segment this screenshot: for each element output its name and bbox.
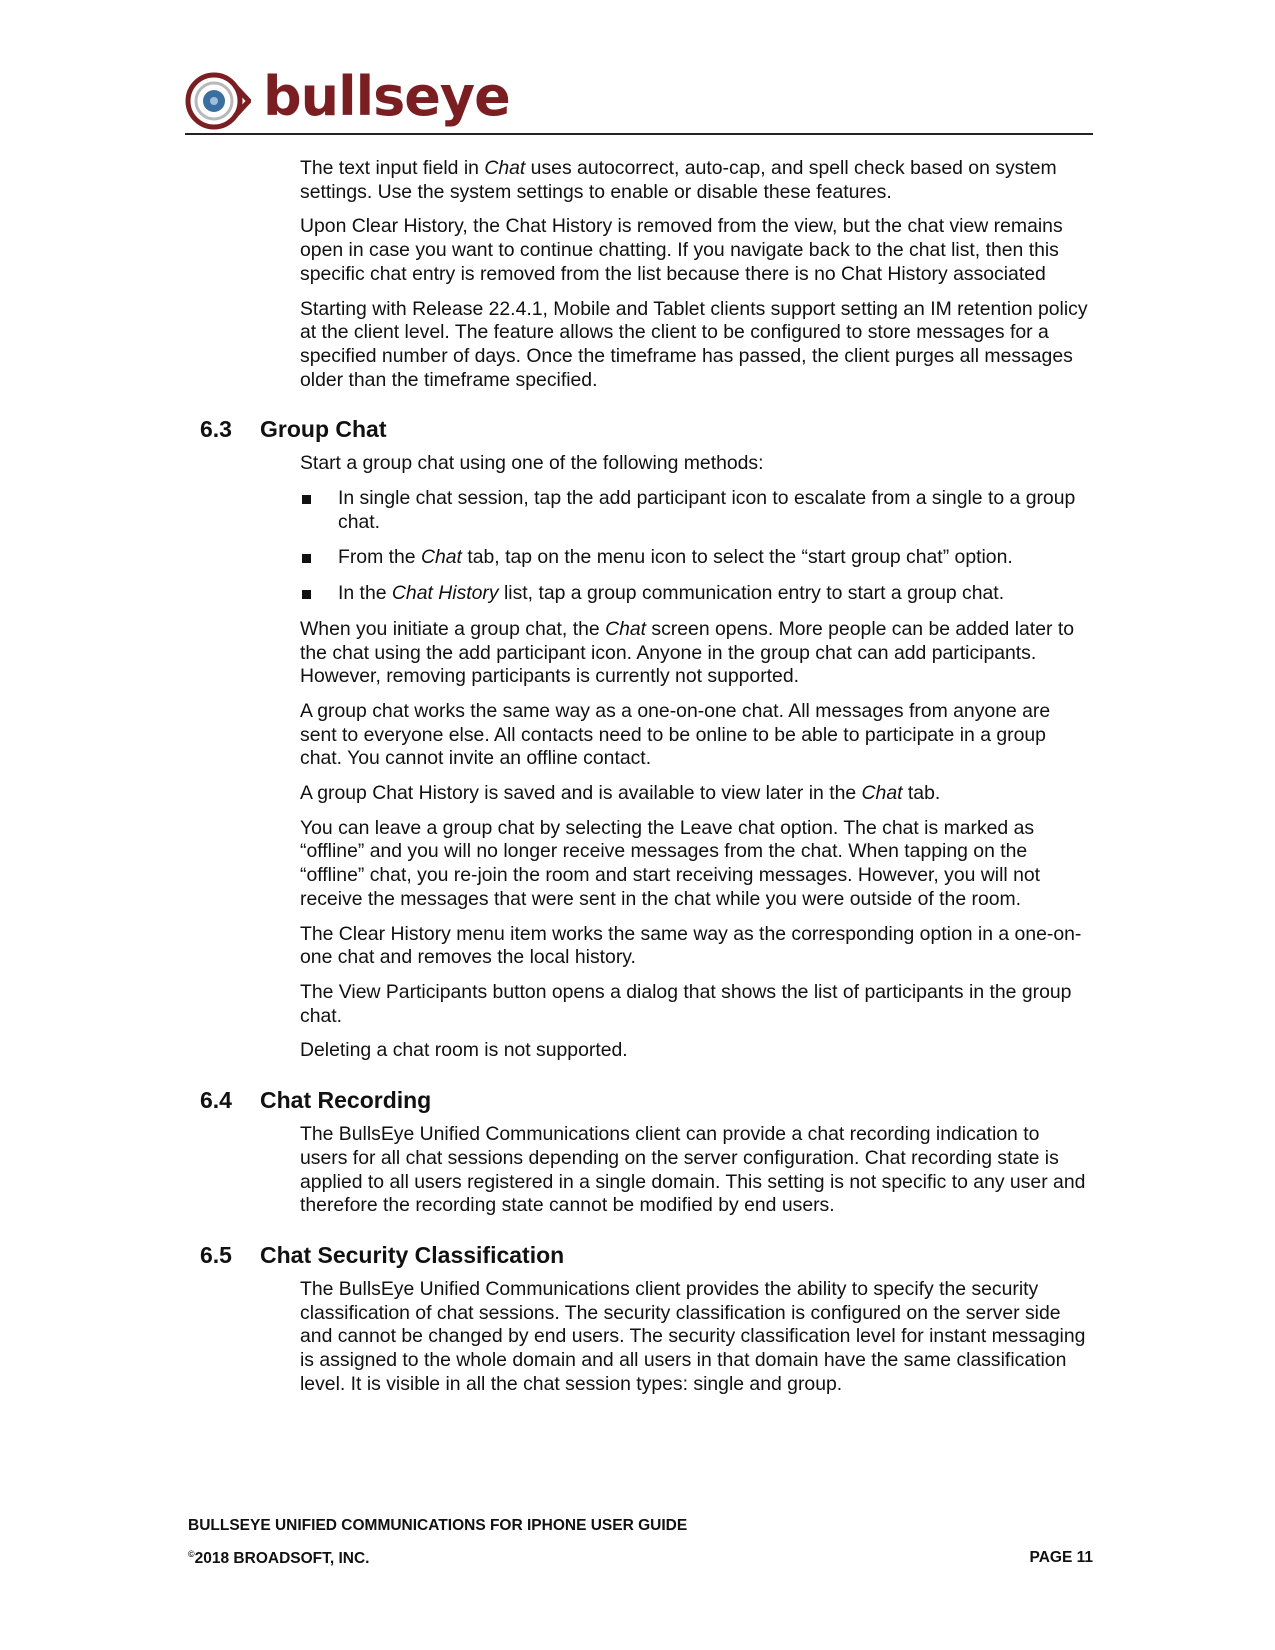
section-title: Chat Recording (260, 1087, 432, 1114)
chat-security-paragraph: The BullsEye Unified Communications client provides the ability to specify the security classification of chat sessions. The security classification is configured on the server side and cannot be changed by end users. The security classification level for instant messaging is assigned to the whole domain and all users in that domain have the same classification level. It is visible in all the chat session types: single and group. (300, 1277, 1086, 1395)
group-chat-lead: Start a group chat using one of the following methods: (300, 452, 764, 475)
footer-page-number: PAGE 11 (1029, 1549, 1093, 1566)
group-chat-methods-list (300, 487, 1090, 606)
list-item: In single chat session, tap the add participant icon to escalate from a single to a group chat. (300, 487, 1090, 534)
section-heading-chat-security (200, 1241, 1100, 1269)
section-number: 6.5 (200, 1241, 232, 1268)
footer-copyright: ©2018 BROADSOFT, INC. (188, 1549, 370, 1568)
section-number: 6.3 (200, 416, 232, 443)
group-chat-paragraph-2: A group chat works the same way as a one-on-one chat. All messages from anyone are sent to everyone else. All contacts need to be online to be able to participate in a group chat. You cannot invite an offline contact. (300, 699, 1051, 770)
document-body (200, 157, 1100, 1407)
list-item: In the Chat History list, tap a group communication entry to start a group chat. (300, 582, 1090, 606)
section-number: 6.4 (200, 1087, 232, 1114)
group-chat-paragraph-4: You can leave a group chat by selecting the Leave chat option. The chat is marked as “offline” and you will no longer receive messages from the chat. When tapping on the “offline” chat, you re-join the room and start receiving messages. However, you will not receive the messages that were sent in the chat while you were outside of the room. (300, 816, 1041, 910)
list-item: From the Chat tab, tap on the menu icon to select the “start group chat” option. (300, 546, 1090, 570)
group-chat-paragraph-1: When you initiate a group chat, the Chat screen opens. More people can be added later to the chat using the add participant icon. Anyone in the group chat can add participants. However, removing participants is currently not supported. (300, 617, 1074, 688)
intro-paragraph-1: The text input field in Chat uses autocorrect, auto-cap, and spell check based on system settings. Use the system settings to enable or disable these features. (300, 157, 1057, 203)
page-header (185, 65, 1093, 136)
section-title: Chat Security Classification (260, 1241, 565, 1268)
bullseye-target-icon (185, 70, 251, 132)
intro-paragraph-3: Starting with Release 22.4.1, Mobile and Tablet clients support setting an IM retention policy at the client level. The feature allows the client to be configured to store messages for a specified number of days. Once the timeframe has passed, the client purges all messages older than the timeframe specified. (300, 297, 1088, 391)
group-chat-paragraph-3: A group Chat History is saved and is available to view later in the Chat tab. (300, 782, 941, 805)
section-heading-group-chat (200, 415, 1100, 443)
header-divider (185, 133, 1093, 135)
section-heading-chat-recording (200, 1086, 1100, 1114)
group-chat-paragraph-6: The View Participants button opens a dialog that shows the list of participants in the group chat. (300, 980, 1072, 1027)
footer-guide-title: BULLSEYE UNIFIED COMMUNICATIONS FOR IPHONE USER GUIDE (188, 1517, 688, 1534)
group-chat-paragraph-7: Deleting a chat room is not supported. (300, 1039, 628, 1062)
brand-wordmark: bullseye (263, 65, 510, 128)
intro-paragraph-2: Upon Clear History, the Chat History is removed from the view, but the chat view remains open in case you want to continue chatting. If you navigate back to the chat list, then this specific chat entry is removed from the list because there is no Chat History associated (300, 215, 1063, 285)
chat-recording-paragraph: The BullsEye Unified Communications client can provide a chat recording indication to users for all chat sessions depending on the server configuration. Chat recording state is applied to all users registered in a single domain. This setting is not specific to any user and therefore the recording state cannot be modified by end users. (300, 1123, 1086, 1217)
group-chat-paragraph-5: The Clear History menu item works the same way as the corresponding option in a one-on-one chat and removes the local history. (300, 922, 1082, 969)
section-title: Group Chat (260, 416, 387, 443)
